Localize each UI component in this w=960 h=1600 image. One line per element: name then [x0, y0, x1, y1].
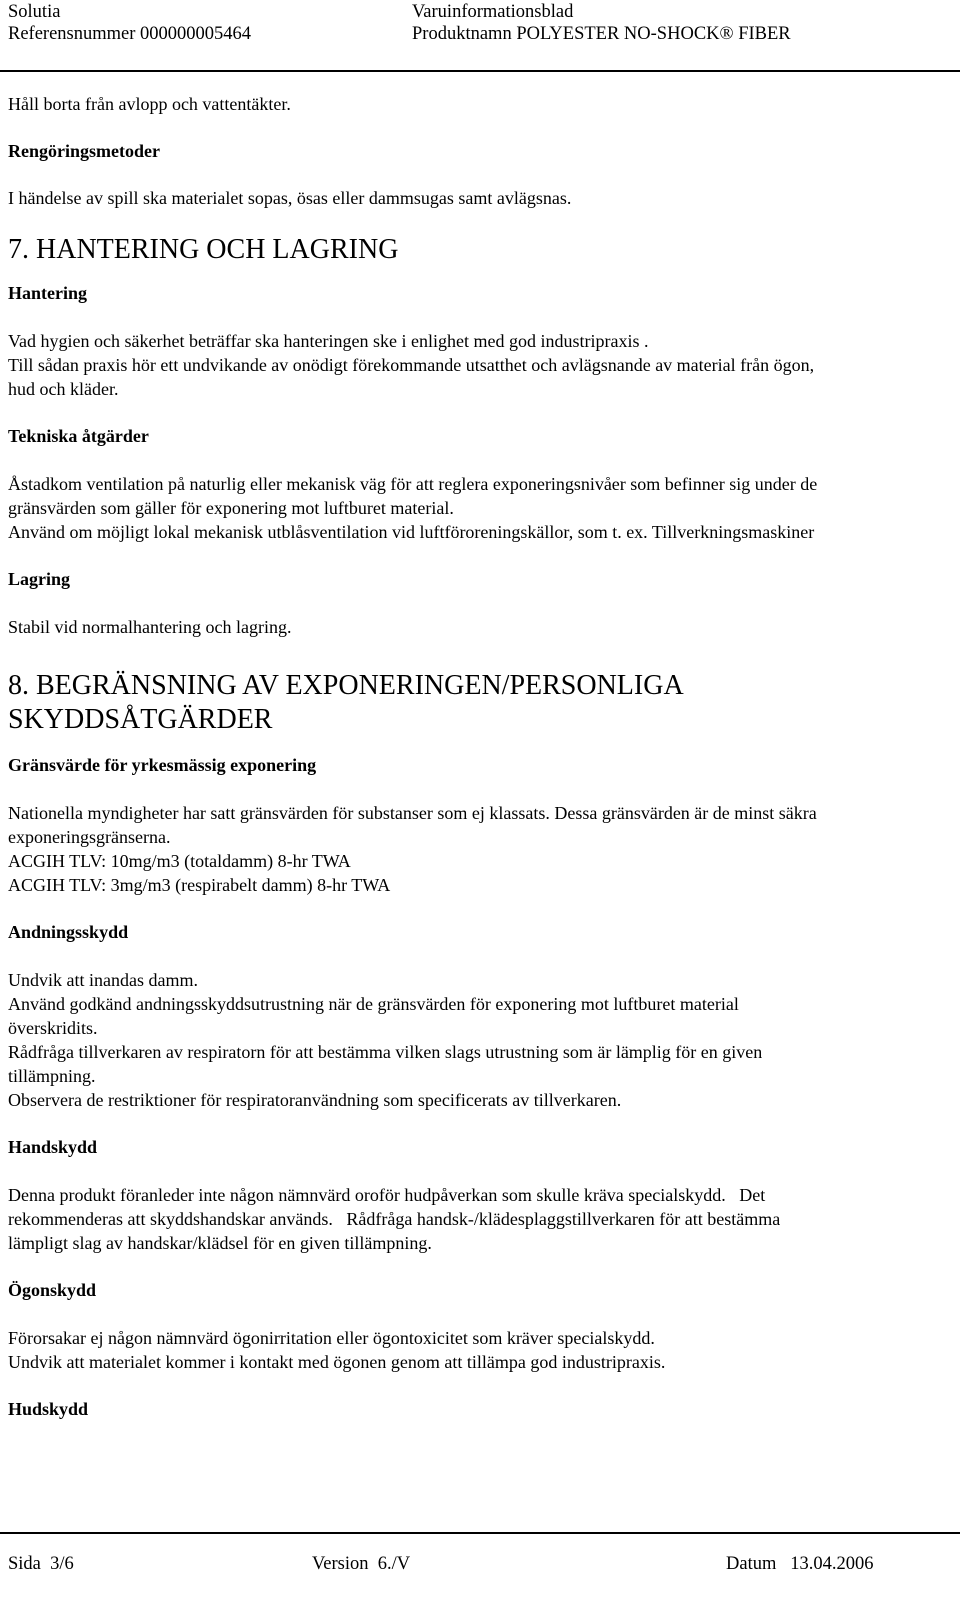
heading-technical-measures: Tekniska åtgärder [8, 426, 149, 446]
text-hand-a: Denna produkt föranleder inte någon nämnvärd oroför hudpåverkan som skulle kräva specialskydd. Det [8, 1185, 766, 1205]
page-number: Sida 3/6 [8, 1554, 74, 1574]
text-hand-c: lämpligt slag av handskar/klädsel för en given tillämpning. [8, 1233, 432, 1253]
text-eye-1: Förorsakar ej någon nämnvärd ögonirritation eller ögontoxicitet som kräver specialskydd. [8, 1328, 655, 1348]
text-resp-1: Undvik att inandas damm. [8, 970, 198, 990]
text-resp-4: Observera de restriktioner för respiratoranvändning som specificerats av tillverkaren. [8, 1090, 622, 1110]
document-page [8, 0, 952, 1574]
heading-eye-protection: Ögonskydd [8, 1280, 97, 1300]
text-hand-b: rekommenderas att skyddshandskar används. Rådfråga handsk-/klädesplaggstillverkaren för att bestämma [8, 1209, 781, 1229]
product-name: Produktnamn POLYESTER NO-SHOCK® FIBER [412, 24, 791, 44]
heading-respiratory-protection: Andningsskydd [8, 922, 129, 942]
text-resp-2b: överskridits. [8, 1018, 98, 1038]
heading-storage: Lagring [8, 569, 71, 589]
document-type: Varuinformationsblad [412, 2, 574, 22]
text-resp-3a: Rådfråga tillverkaren av respiratorn för att bestämma vilken slags utrustning som är lämplig för en given [8, 1042, 763, 1062]
text-handling-2a: Till sådan praxis hör ett undvikande av onödigt förekommande utsatthet och avlägsnande av material från ögon, [8, 355, 815, 375]
text-handling-2b: hud och kläder. [8, 379, 119, 399]
document-date: Datum 13.04.2006 [726, 1554, 874, 1574]
text-limit-1b: exponeringsgränserna. [8, 827, 171, 847]
heading-hand-protection: Handskydd [8, 1137, 98, 1157]
section-7-title: 7. HANTERING OCH LAGRING [8, 234, 399, 265]
company-name: Solutia [8, 2, 61, 22]
text-limit-3: ACGIH TLV: 3mg/m3 (respirabelt damm) 8-hr TWA [8, 875, 391, 895]
heading-handling: Hantering [8, 283, 87, 303]
text-handling-1: Vad hygien och säkerhet beträffar ska hanteringen ske i enlighet med god industripraxis . [8, 331, 649, 351]
heading-exposure-limit: Gränsvärde för yrkesmässig exponering [8, 755, 317, 775]
version-number: Version 6./V [312, 1554, 411, 1574]
text-storage: Stabil vid normalhantering och lagring. [8, 617, 292, 637]
text-resp-2a: Använd godkänd andningsskyddsutrustning när de gränsvärden för exponering mot luftburet material [8, 994, 739, 1014]
text-eye-2: Undvik att materialet kommer i kontakt med ögonen genom att tillämpa god industripraxis. [8, 1352, 666, 1372]
text-technical-1a: Åstadkom ventilation på naturlig eller mekanisk väg för att reglera exponeringsnivåer som befinner sig under de [8, 474, 818, 494]
text-resp-3b: tillämpning. [8, 1066, 96, 1086]
section-8-title-line-1: 8. BEGRÄNSNING AV EXPONERINGEN/PERSONLIGA [8, 670, 684, 701]
section-8-title-line-2: SKYDDSÅTGÄRDER [8, 704, 273, 735]
footer-divider [0, 1532, 960, 1534]
text-limit-2: ACGIH TLV: 10mg/m3 (totaldamm) 8-hr TWA [8, 851, 351, 871]
heading-skin-protection: Hudskydd [8, 1399, 89, 1419]
page-header [8, 0, 952, 72]
text-cleaning: I händelse av spill ska materialet sopas, ösas eller dammsugas samt avlägsnas. [8, 188, 572, 208]
reference-number: Referensnummer 000000005464 [8, 24, 252, 44]
header-divider [0, 70, 960, 72]
document-body [8, 92, 952, 1421]
text-technical-1b: gränsvärden som gäller för exponering mot luftburet material. [8, 498, 454, 518]
text-drain: Håll borta från avlopp och vattentäkter. [8, 94, 291, 114]
text-technical-2: Använd om möjligt lokal mekanisk utblåsventilation vid luftföroreningskällor, som t. ex. Tillverkningsmaskiner [8, 522, 815, 542]
text-limit-1a: Nationella myndigheter har satt gränsvärden för substanser som ej klassats. Dessa gränsvärden är de minst säkra [8, 803, 817, 823]
heading-cleaning-methods: Rengöringsmetoder [8, 141, 160, 161]
